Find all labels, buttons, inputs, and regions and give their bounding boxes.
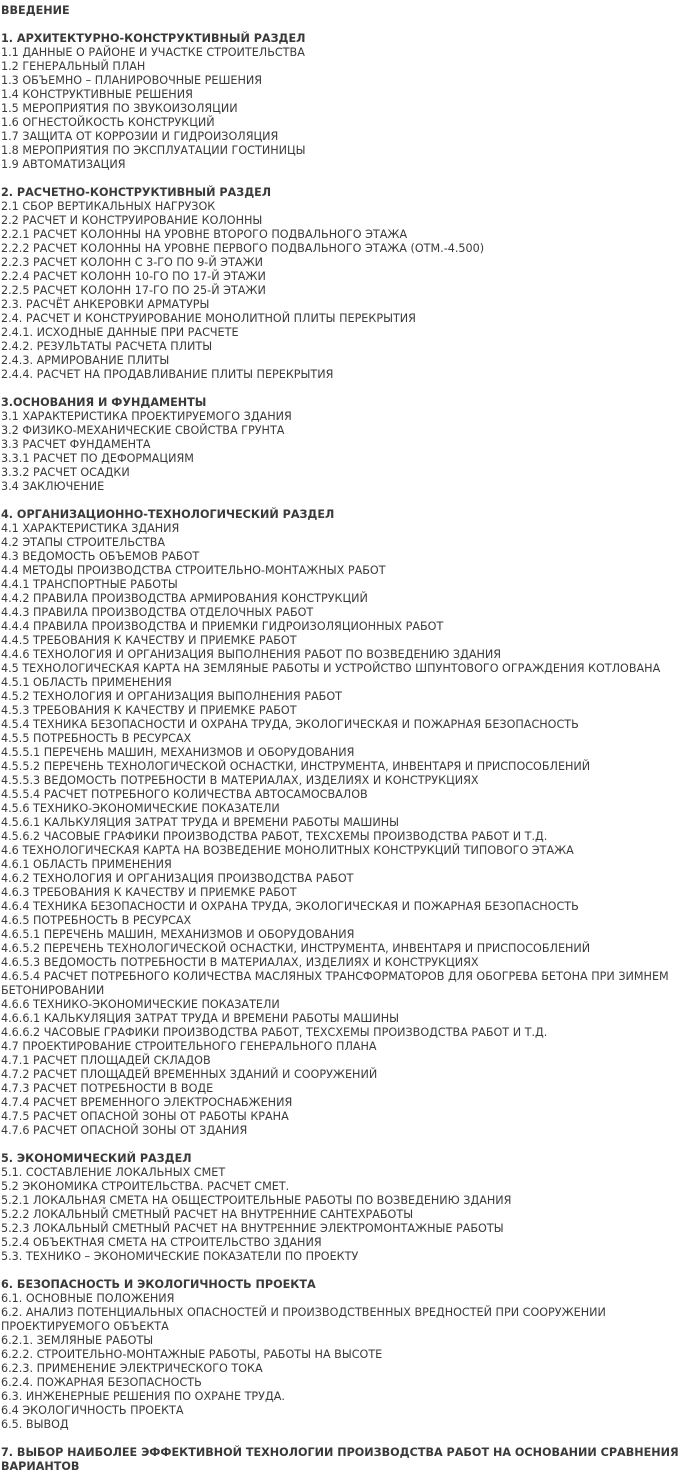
toc-entry: 2.2.1 РАСЧЕТ КОЛОННЫ НА УРОВНЕ ВТОРОГО ПОДВАЛЬНОГО ЭТАЖА	[1, 228, 408, 241]
toc-entry: 1.9 АВТОМАТИЗАЦИЯ	[1, 158, 126, 171]
section-heading: 1. АРХИТЕКТУРНО-КОНСТРУКТИВНЫЙ РАЗДЕЛ	[1, 32, 306, 45]
toc-entry: 4.6 ТЕХНОЛОГИЧЕСКАЯ КАРТА НА ВОЗВЕДЕНИЕ МОНОЛИТНЫХ КОНСТРУКЦИЙ ТИПОВОГО ЭТАЖА	[1, 844, 574, 857]
toc-entry: 3.3.1 РАСЧЕТ ПО ДЕФОРМАЦИЯМ	[1, 452, 194, 465]
toc-entry: 1.8 МЕРОПРИЯТИЯ ПО ЭКСПЛУАТАЦИИ ГОСТИНИЦЫ	[1, 144, 306, 157]
toc-entry: 4.4 МЕТОДЫ ПРОИЗВОДСТВА СТРОИТЕЛЬНО-МОНТАЖНЫХ РАБОТ	[1, 564, 386, 577]
toc-entry: 5.2 ЭКОНОМИКА СТРОИТЕЛЬСТВА. РАСЧЕТ СМЕТ.	[1, 1180, 290, 1193]
toc-entry: 4.4.3 ПРАВИЛА ПРОИЗВОДСТВА ОТДЕЛОЧНЫХ РАБОТ	[1, 606, 314, 619]
toc-entry: 4.4.6 ТЕХНОЛОГИЯ И ОРГАНИЗАЦИЯ ВЫПОЛНЕНИЯ РАБОТ ПО ВОЗВЕДЕНИЮ ЗДАНИЯ	[1, 648, 502, 661]
toc-entry: 4.5 ТЕХНОЛОГИЧЕСКАЯ КАРТА НА ЗЕМЛЯНЫЕ РАБОТЫ И УСТРОЙСТВО ШПУНТОВОГО ОГРАЖДЕНИЯ КОТЛОВАНА	[1, 662, 661, 675]
toc-entry: 1.4 КОНСТРУКТИВНЫЕ РЕШЕНИЯ	[1, 88, 193, 101]
toc-entry: 5.1. СОСТАВЛЕНИЕ ЛОКАЛЬНЫХ СМЕТ	[1, 1166, 226, 1179]
toc-entry: 4.5.6 ТЕХНИКО-ЭКОНОМИЧЕСКИЕ ПОКАЗАТЕЛИ	[1, 802, 280, 815]
section-spacer	[1, 1432, 700, 1446]
toc-entry: 6.5. ВЫВОД	[1, 1418, 69, 1431]
section-heading: 4. ОРГАНИЗАЦИОННО-ТЕХНОЛОГИЧЕСКИЙ РАЗДЕЛ	[1, 508, 335, 521]
toc-entry: 4.5.5 ПОТРЕБНОСТЬ В РЕСУРСАХ	[1, 732, 192, 745]
toc-entry: 2.2.2 РАСЧЕТ КОЛОННЫ НА УРОВНЕ ПЕРВОГО ПОДВАЛЬНОГО ЭТАЖА (ОТМ.-4.500)	[1, 242, 485, 255]
toc-entry: 4.5.3 ТРЕБОВАНИЯ К КАЧЕСТВУ И ПРИЕМКЕ РАБОТ	[1, 704, 297, 717]
toc-entry: 5.2.3 ЛОКАЛЬНЫЙ СМЕТНЫЙ РАСЧЕТ НА ВНУТРЕННИЕ ЭЛЕКТРОМОНТАЖНЫЕ РАБОТЫ	[1, 1222, 504, 1235]
toc-entry: 6.2.4. ПОЖАРНАЯ БЕЗОПАСНОСТЬ	[1, 1376, 202, 1389]
toc-entry: 4.5.2 ТЕХНОЛОГИЯ И ОРГАНИЗАЦИЯ ВЫПОЛНЕНИЯ РАБОТ	[1, 690, 342, 703]
toc-entry: 3.3 РАСЧЕТ ФУНДАМЕНТА	[1, 438, 151, 451]
toc-entry: 4.5.1 ОБЛАСТЬ ПРИМЕНЕНИЯ	[1, 676, 172, 689]
toc-entry: 4.6.2 ТЕХНОЛОГИЯ И ОРГАНИЗАЦИЯ ПРОИЗВОДСТВА РАБОТ	[1, 872, 354, 885]
toc-entry: 1.3 ОБЪЕМНО – ПЛАНИРОВОЧНЫЕ РЕШЕНИЯ	[1, 74, 263, 87]
toc-entry: 2.3. РАСЧЁТ АНКЕРОВКИ АРМАТУРЫ	[1, 298, 210, 311]
toc-entry: 4.6.3 ТРЕБОВАНИЯ К КАЧЕСТВУ И ПРИЕМКЕ РАБОТ	[1, 886, 297, 899]
toc-entry: 2.2.5 РАСЧЕТ КОЛОНН 17-ГО ПО 25-Й ЭТАЖИ	[1, 284, 266, 297]
toc-entry: 4.6.5.4 РАСЧЕТ ПОТРЕБНОГО КОЛИЧЕСТВА МАСЛЯНЫХ ТРАНСФОРМАТОРОВ ДЛЯ ОБОГРЕВА БЕТОНА ПРИ ЗИМНЕМ БЕТОНИРОВАНИИ	[1, 970, 669, 997]
toc-entry: 4.4.2 ПРАВИЛА ПРОИЗВОДСТВА АРМИРОВАНИЯ КОНСТРУКЦИЙ	[1, 592, 368, 605]
toc-entry: 5.2.1 ЛОКАЛЬНАЯ СМЕТА НА ОБЩЕСТРОИТЕЛЬНЫЕ РАБОТЫ ПО ВОЗВЕДЕНИЮ ЗДАНИЯ	[1, 1194, 512, 1207]
toc-entry: 6.2.2. СТРОИТЕЛЬНО-МОНТАЖНЫЕ РАБОТЫ, РАБОТЫ НА ВЫСОТЕ	[1, 1348, 383, 1361]
toc-entry: 4.6.6 ТЕХНИКО-ЭКОНОМИЧЕСКИЕ ПОКАЗАТЕЛИ	[1, 998, 280, 1011]
toc-entry: 3.1 ХАРАКТЕРИСТИКА ПРОЕКТИРУЕМОГО ЗДАНИЯ	[1, 410, 292, 423]
toc-entry: 3.4 ЗАКЛЮЧЕНИЕ	[1, 480, 105, 493]
toc-entry: 6.2.1. ЗЕМЛЯНЫЕ РАБОТЫ	[1, 1334, 154, 1347]
toc-entry: 3.3.2 РАСЧЕТ ОСАДКИ	[1, 466, 130, 479]
section-spacer	[1, 1264, 700, 1278]
toc-entry: 4.5.4 ТЕХНИКА БЕЗОПАСНОСТИ И ОХРАНА ТРУДА, ЭКОЛОГИЧЕСКАЯ И ПОЖАРНАЯ БЕЗОПАСНОСТЬ	[1, 718, 579, 731]
toc-entry: 2.4.1. ИСХОДНЫЕ ДАННЫЕ ПРИ РАСЧЕТЕ	[1, 326, 239, 339]
toc-entry: 6.2.3. ПРИМЕНЕНИЕ ЭЛЕКТРИЧЕСКОГО ТОКА	[1, 1362, 263, 1375]
toc-entry: 6.2. АНАЛИЗ ПОТЕНЦИАЛЬНЫХ ОПАСНОСТЕЙ И ПРОИЗВОДСТВЕННЫХ ВРЕДНОСТЕЙ ПРИ СООРУЖЕНИИ ПРОЕКТИРУЕМОГО ОБЪЕКТА	[1, 1306, 606, 1333]
toc-entry: 6.4 ЭКОЛОГИЧНОСТЬ ПРОЕКТА	[1, 1404, 184, 1417]
toc-entry: 1.6 ОГНЕСТОЙКОСТЬ КОНСТРУКЦИЙ	[1, 116, 215, 129]
section-heading: 6. БЕЗОПАСНОСТЬ И ЭКОЛОГИЧНОСТЬ ПРОЕКТА	[1, 1278, 316, 1291]
toc-entry: 4.7.3 РАСЧЕТ ПОТРЕБНОСТИ В ВОДЕ	[1, 1082, 214, 1095]
section-spacer	[1, 18, 700, 32]
toc-entry: 4.5.5.1 ПЕРЕЧЕНЬ МАШИН, МЕХАНИЗМОВ И ОБОРУДОВАНИЯ	[1, 746, 355, 759]
section-heading: 2. РАСЧЕТНО-КОНСТРУКТИВНЫЙ РАЗДЕЛ	[1, 186, 272, 199]
toc-entry: 4.5.5.3 ВЕДОМОСТЬ ПОТРЕБНОСТИ В МАТЕРИАЛАХ, ИЗДЕЛИЯХ И КОНСТРУКЦИЯХ	[1, 774, 479, 787]
toc-entry: 3.2 ФИЗИКО-МЕХАНИЧЕСКИЕ СВОЙСТВА ГРУНТА	[1, 424, 285, 437]
section-heading: ВВЕДЕНИЕ	[1, 4, 70, 17]
toc-entry: 2.2.4 РАСЧЕТ КОЛОНН 10-ГО ПО 17-Й ЭТАЖИ	[1, 270, 266, 283]
toc-entry: 4.6.5.3 ВЕДОМОСТЬ ПОТРЕБНОСТИ В МАТЕРИАЛАХ, ИЗДЕЛИЯХ И КОНСТРУКЦИЯХ	[1, 956, 479, 969]
toc-entry: 2.4. РАСЧЕТ И КОНСТРУИРОВАНИЕ МОНОЛИТНОЙ ПЛИТЫ ПЕРЕКРЫТИЯ	[1, 312, 416, 325]
toc-entry: 2.4.3. АРМИРОВАНИЕ ПЛИТЫ	[1, 354, 170, 367]
toc-entry: 2.4.2. РЕЗУЛЬТАТЫ РАСЧЕТА ПЛИТЫ	[1, 340, 213, 353]
toc-entry: 4.6.4 ТЕХНИКА БЕЗОПАСНОСТИ И ОХРАНА ТРУДА, ЭКОЛОГИЧЕСКАЯ И ПОЖАРНАЯ БЕЗОПАСНОСТЬ	[1, 900, 579, 913]
toc-entry: 6.3. ИНЖЕНЕРНЫЕ РЕШЕНИЯ ПО ОХРАНЕ ТРУДА.	[1, 1390, 285, 1403]
toc-entry: 4.6.6.1 КАЛЬКУЛЯЦИЯ ЗАТРАТ ТРУДА И ВРЕМЕНИ РАБОТЫ МАШИНЫ	[1, 1012, 400, 1025]
section-spacer	[1, 172, 700, 186]
toc-entry: 4.4.5 ТРЕБОВАНИЯ К КАЧЕСТВУ И ПРИЕМКЕ РАБОТ	[1, 634, 297, 647]
toc-entry: 1.2 ГЕНЕРАЛЬНЫЙ ПЛАН	[1, 60, 146, 73]
toc-entry: 4.7.5 РАСЧЕТ ОПАСНОЙ ЗОНЫ ОТ РАБОТЫ КРАНА	[1, 1110, 289, 1123]
section-heading: 7. ВЫБОР НАИБОЛЕЕ ЭФФЕКТИВНОЙ ТЕХНОЛОГИИ ПРОИЗВОДСТВА РАБОТ НА ОСНОВАНИИ СРАВНЕНИЯ ВАРИАНТОВ	[1, 1446, 679, 1473]
toc-entry: 4.2 ЭТАПЫ СТРОИТЕЛЬСТВА	[1, 536, 166, 549]
toc-entry: 1.5 МЕРОПРИЯТИЯ ПО ЗВУКОИЗОЛЯЦИИ	[1, 102, 238, 115]
section-spacer	[1, 494, 700, 508]
toc-entry: 5.2.4 ОБЪЕКТНАЯ СМЕТА НА СТРОИТЕЛЬСТВО ЗДАНИЯ	[1, 1236, 322, 1249]
toc-entry: 2.2 РАСЧЕТ И КОНСТРУИРОВАНИЕ КОЛОННЫ	[1, 214, 263, 227]
toc-entry: 4.4.1 ТРАНСПОРТНЫЕ РАБОТЫ	[1, 578, 178, 591]
toc-entry: 4.4.4 ПРАВИЛА ПРОИЗВОДСТВА И ПРИЕМКИ ГИДРОИЗОЛЯЦИОННЫХ РАБОТ	[1, 620, 444, 633]
toc-entry: 1.7 ЗАЩИТА ОТ КОРРОЗИИ И ГИДРОИЗОЛЯЦИЯ	[1, 130, 279, 143]
section-spacer	[1, 1138, 700, 1152]
toc-entry: 4.5.6.2 ЧАСОВЫЕ ГРАФИКИ ПРОИЗВОДСТВА РАБОТ, ТЕХСХЕМЫ ПРОИЗВОДСТВА РАБОТ И Т.Д.	[1, 830, 548, 843]
toc-entry: 2.4.4. РАСЧЕТ НА ПРОДАВЛИВАНИЕ ПЛИТЫ ПЕРЕКРЫТИЯ	[1, 368, 334, 381]
section-spacer	[1, 382, 700, 396]
toc-entry: 4.7.6 РАСЧЕТ ОПАСНОЙ ЗОНЫ ОТ ЗДАНИЯ	[1, 1124, 248, 1137]
section-heading: 5. ЭКОНОМИЧЕСКИЙ РАЗДЕЛ	[1, 1152, 192, 1165]
section-heading: 3.ОСНОВАНИЯ И ФУНДАМЕНТЫ	[1, 396, 207, 409]
toc-entry: 4.6.5.1 ПЕРЕЧЕНЬ МАШИН, МЕХАНИЗМОВ И ОБОРУДОВАНИЯ	[1, 928, 355, 941]
toc-entry: 4.5.5.2 ПЕРЕЧЕНЬ ТЕХНОЛОГИЧЕСКОЙ ОСНАСТКИ, ИНСТРУМЕНТА, ИНВЕНТАРЯ И ПРИСПОСОБЛЕНИЙ	[1, 760, 591, 773]
toc-entry: 4.5.6.1 КАЛЬКУЛЯЦИЯ ЗАТРАТ ТРУДА И ВРЕМЕНИ РАБОТЫ МАШИНЫ	[1, 816, 400, 829]
toc-entry: 4.6.1 ОБЛАСТЬ ПРИМЕНЕНИЯ	[1, 858, 172, 871]
toc-entry: 2.1 СБОР ВЕРТИКАЛЬНЫХ НАГРУЗОК	[1, 200, 216, 213]
toc-entry: 4.1 ХАРАКТЕРИСТИКА ЗДАНИЯ	[1, 522, 180, 535]
toc-entry: 5.3. ТЕХНИКО – ЭКОНОМИЧЕСКИЕ ПОКАЗАТЕЛИ ПО ПРОЕКТУ	[1, 1250, 359, 1263]
toc-entry: 4.6.5.2 ПЕРЕЧЕНЬ ТЕХНОЛОГИЧЕСКОЙ ОСНАСТКИ, ИНСТРУМЕНТА, ИНВЕНТАРЯ И ПРИСПОСОБЛЕНИЙ	[1, 942, 591, 955]
toc-entry: 4.5.5.4 РАСЧЕТ ПОТРЕБНОГО КОЛИЧЕСТВА АВТОСАМОСВАЛОВ	[1, 788, 368, 801]
toc-entry: 4.7.4 РАСЧЕТ ВРЕМЕННОГО ЭЛЕКТРОСНАБЖЕНИЯ	[1, 1096, 293, 1109]
toc-entry: 4.6.5 ПОТРЕБНОСТЬ В РЕСУРСАХ	[1, 914, 192, 927]
toc-entry: 4.7.1 РАСЧЕТ ПЛОЩАДЕЙ СКЛАДОВ	[1, 1054, 211, 1067]
toc-entry: 2.2.3 РАСЧЕТ КОЛОНН С 3-ГО ПО 9-Й ЭТАЖИ	[1, 256, 263, 269]
toc-entry: 4.7 ПРОЕКТИРОВАНИЕ СТРОИТЕЛЬНОГО ГЕНЕРАЛЬНОГО ПЛАНА	[1, 1040, 377, 1053]
toc-entry: 6.1. ОСНОВНЫЕ ПОЛОЖЕНИЯ	[1, 1292, 175, 1305]
toc-entry: 4.7.2 РАСЧЕТ ПЛОЩАДЕЙ ВРЕМЕННЫХ ЗДАНИЙ И СООРУЖЕНИЙ	[1, 1068, 378, 1081]
toc-entry: 5.2.2 ЛОКАЛЬНЫЙ СМЕТНЫЙ РАСЧЕТ НА ВНУТРЕННИЕ САНТЕХРАБОТЫ	[1, 1208, 414, 1221]
toc-entry: 4.3 ВЕДОМОСТЬ ОБЪЕМОВ РАБОТ	[1, 550, 200, 563]
toc-entry: 1.1 ДАННЫЕ О РАЙОНЕ И УЧАСТКЕ СТРОИТЕЛЬСТВА	[1, 46, 305, 59]
toc-entry: 4.6.6.2 ЧАСОВЫЕ ГРАФИКИ ПРОИЗВОДСТВА РАБОТ, ТЕХСХЕМЫ ПРОИЗВОДСТВА РАБОТ И Т.Д.	[1, 1026, 548, 1039]
